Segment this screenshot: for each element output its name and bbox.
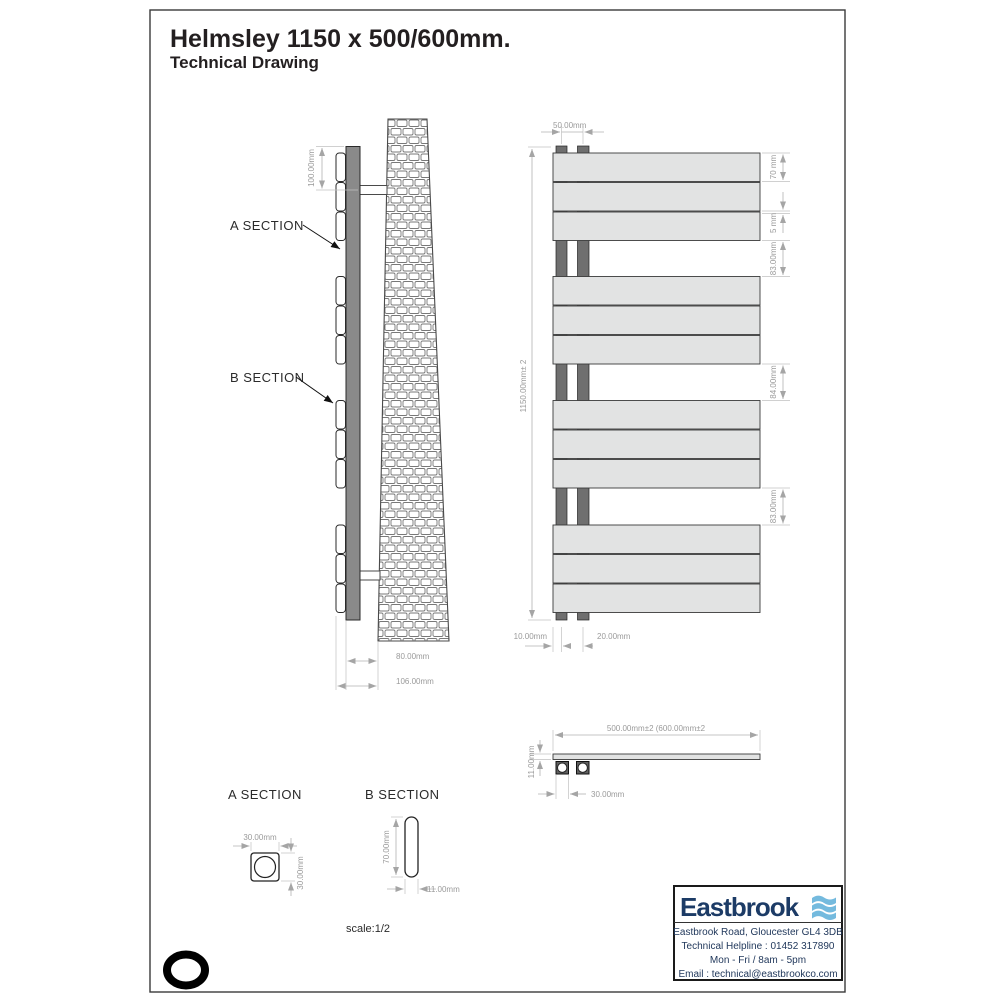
dim-5mm-label: 5 mm bbox=[769, 213, 778, 233]
footer-address: Eastbrook Road, Gloucester GL4 3DB bbox=[673, 927, 843, 938]
panel-plan bbox=[553, 754, 760, 760]
detail-b-label: B SECTION bbox=[365, 787, 440, 802]
dim-10mm-label: 10.00mm bbox=[513, 632, 547, 641]
panel-profile bbox=[336, 153, 346, 182]
detail-a-bore bbox=[255, 857, 276, 878]
dim-100mm-label: 100.00mm bbox=[307, 149, 316, 187]
panel-profile bbox=[336, 584, 346, 613]
footer-helpline: Technical Helpline : 01452 317890 bbox=[681, 941, 835, 952]
page-subtitle: Technical Drawing bbox=[170, 53, 319, 72]
wall-bracket-bottom bbox=[360, 571, 380, 580]
footer-brand-box bbox=[673, 886, 843, 980]
dim-83mm-top-label: 83.00mm bbox=[769, 241, 778, 276]
dim-84mm-label: 84.00mm bbox=[769, 365, 778, 399]
panel-profile bbox=[336, 277, 346, 306]
panel-profile bbox=[336, 430, 346, 459]
panel bbox=[553, 153, 760, 182]
panel-profile bbox=[336, 183, 346, 212]
brand-wordmark: Eastbrook bbox=[680, 892, 799, 922]
scale-note: scale:1/2 bbox=[346, 923, 391, 935]
panel-profile bbox=[336, 212, 346, 241]
panel bbox=[553, 525, 760, 554]
detail-b-height-label: 70.00mm bbox=[382, 830, 391, 864]
panel bbox=[553, 306, 760, 335]
panel-profile bbox=[336, 525, 346, 554]
panel bbox=[553, 555, 760, 584]
dim-30mm-plan-label: 30.00mm bbox=[591, 790, 625, 799]
dim-83mm-bot-label: 83.00mm bbox=[769, 489, 778, 524]
dim-20mm-label: 20.00mm bbox=[597, 632, 631, 641]
dim-500mm-label: 500.00mm±2 (600.00mm±2 bbox=[606, 724, 706, 733]
eastbrook-wave-icon bbox=[812, 896, 836, 920]
tube-bore-1 bbox=[558, 763, 567, 772]
panel-profile bbox=[336, 306, 346, 335]
detail-b-width-label: 11.00mm bbox=[427, 885, 460, 894]
dim-1150mm-label: 1150.00mm± 2 bbox=[519, 359, 528, 413]
panel bbox=[553, 336, 760, 365]
panel bbox=[553, 584, 760, 613]
page-title: Helmsley 1150 x 500/600mm. bbox=[170, 25, 511, 53]
dim-11mm-plan-label: 11.00mm bbox=[527, 745, 536, 779]
panel bbox=[553, 183, 760, 212]
b-section-label: B SECTION bbox=[230, 370, 305, 385]
detail-a-width-label: 30.00mm bbox=[243, 833, 277, 842]
panel bbox=[553, 277, 760, 306]
footer-email: Email : technical@eastbrookco.com bbox=[678, 969, 838, 980]
dim-106mm-label: 106.00mm bbox=[396, 677, 434, 686]
panel bbox=[553, 430, 760, 459]
panel-profile bbox=[336, 555, 346, 584]
tube-bore-2 bbox=[578, 763, 587, 772]
detail-b-pill bbox=[405, 817, 418, 877]
panel-profile bbox=[336, 336, 346, 365]
footer-hours: Mon - Fri / 8am - 5pm bbox=[709, 955, 807, 966]
collector-bar-side bbox=[346, 147, 360, 621]
detail-a-height-label: 30.00mm bbox=[296, 856, 305, 890]
dim-80mm-label: 80.00mm bbox=[396, 652, 430, 661]
a-section-label: A SECTION bbox=[230, 218, 304, 233]
panel bbox=[553, 460, 760, 489]
dim-50mm-label: 50.00mm bbox=[553, 121, 587, 130]
panel bbox=[553, 212, 760, 241]
panel bbox=[553, 401, 760, 430]
dim-70mm-label: 70 mm bbox=[769, 154, 778, 180]
wall-bracket-top bbox=[360, 186, 387, 195]
panel-profile bbox=[336, 401, 346, 430]
panel-profile bbox=[336, 460, 346, 489]
detail-a-label: A SECTION bbox=[228, 787, 302, 802]
